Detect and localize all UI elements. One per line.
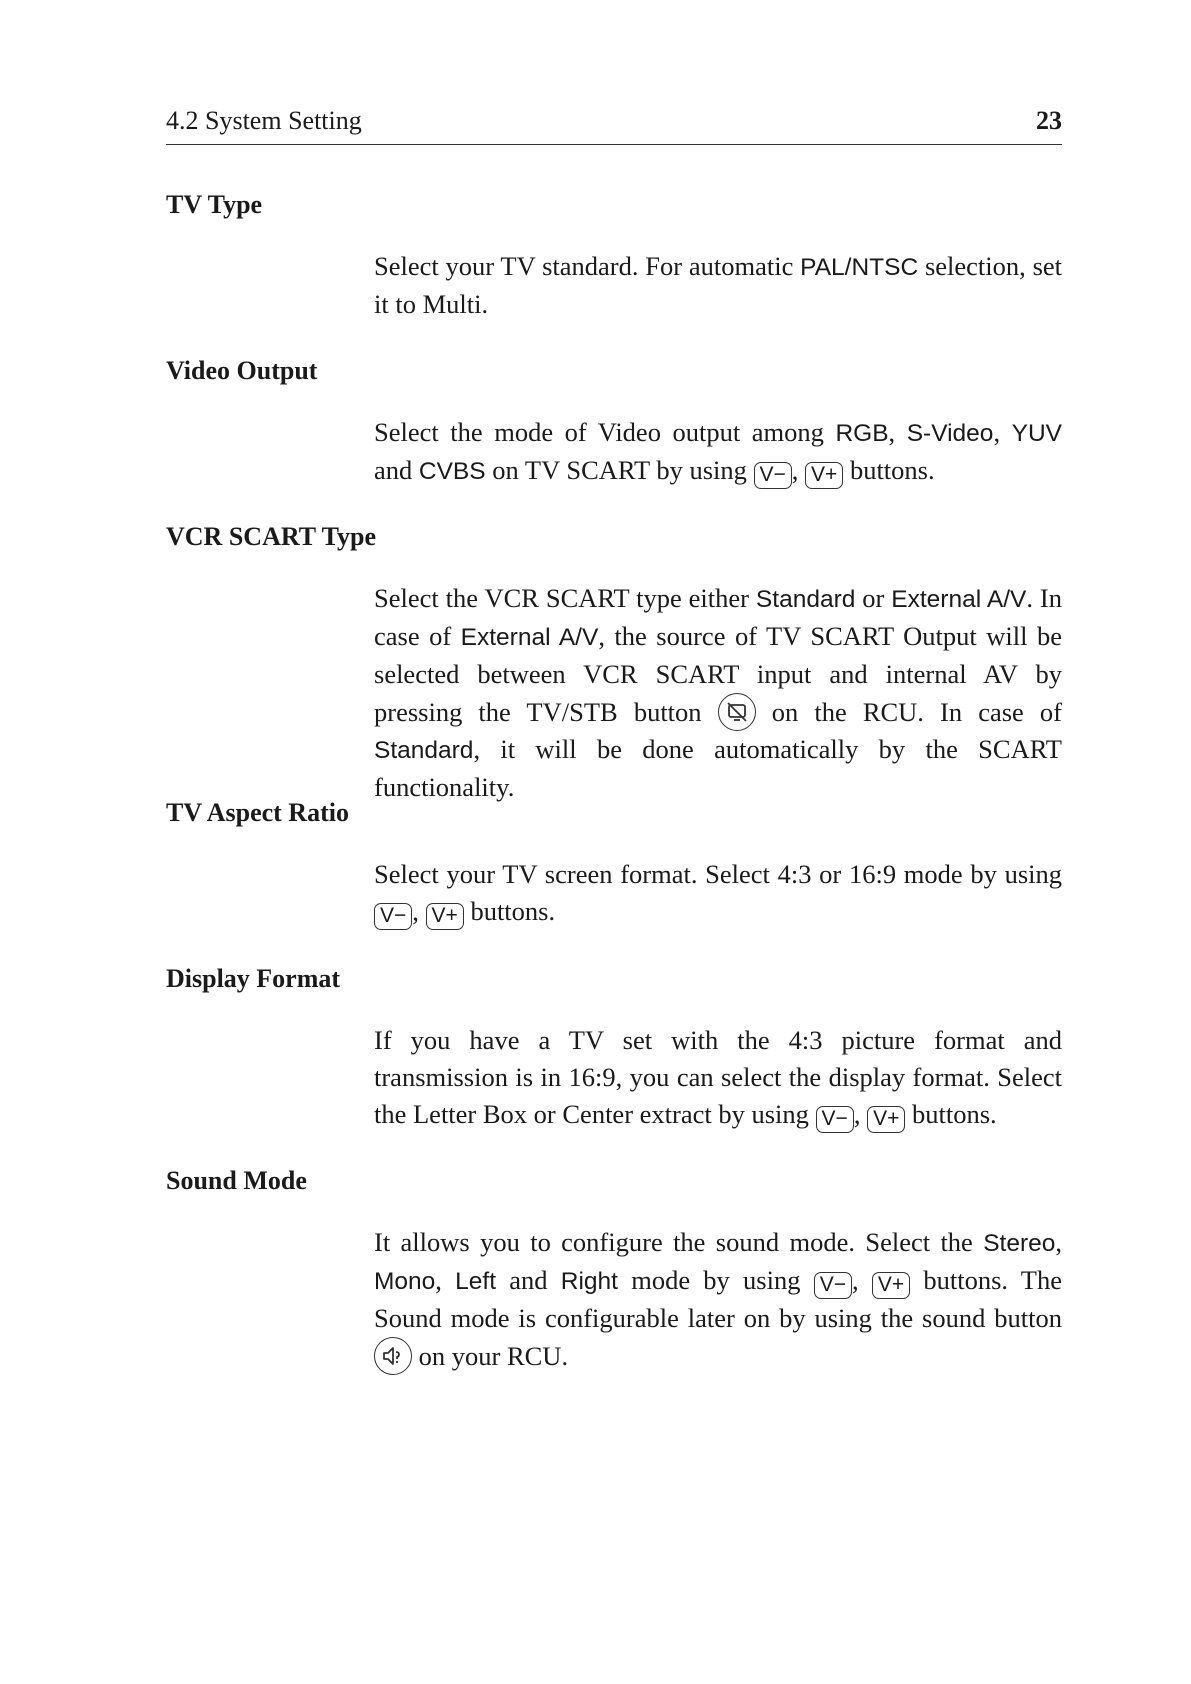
- v-plus-key: V+: [867, 1106, 905, 1133]
- section-tv-type: [166, 188, 1063, 319]
- text: ,: [1055, 1227, 1062, 1257]
- option-label: External A/V: [891, 586, 1027, 613]
- v-minus-key: V−: [814, 1272, 852, 1299]
- text: It allows you to configure the sound mode. Select the: [374, 1227, 984, 1257]
- section-vcr-scart-type: [166, 520, 1063, 802]
- v-plus-key: V+: [805, 462, 843, 489]
- text: buttons.: [905, 1099, 997, 1129]
- text: selection, set it to Multi.: [374, 251, 1063, 319]
- text: ,: [791, 455, 806, 485]
- text: ,: [852, 1265, 872, 1295]
- text: ,: [412, 896, 426, 926]
- text: and: [374, 455, 419, 485]
- option-label: Mono: [374, 1268, 436, 1295]
- text: Select your TV screen format. Select 4:3 or 16:9 mode by using: [374, 859, 1062, 889]
- section-heading: Display Format: [166, 964, 341, 993]
- text: on TV SCART by using: [485, 455, 754, 485]
- section-heading: TV Type: [166, 190, 263, 219]
- v-minus-key: V−: [816, 1106, 854, 1133]
- option-label: CVBS: [418, 458, 486, 485]
- text: on the RCU. In case of: [755, 697, 1062, 727]
- option-label: Standard: [374, 737, 474, 764]
- text: ,: [435, 1265, 456, 1295]
- text: on your RCU.: [412, 1341, 569, 1371]
- text: , it will be done automatically by the SCART functionality.: [374, 734, 1062, 802]
- section-display-format: [166, 962, 1062, 1130]
- text: buttons.: [843, 455, 935, 485]
- text: Select the VCR SCART type either: [374, 583, 756, 613]
- section-sound-mode: [166, 1164, 1062, 1371]
- option-label: Standard: [755, 586, 856, 613]
- option-label: External A/V: [460, 624, 599, 651]
- sound-button-icon: [374, 1337, 412, 1375]
- text: Select the mode of Video output among: [374, 417, 836, 447]
- option-label: Stereo: [983, 1230, 1056, 1257]
- section-heading: VCR SCART Type: [166, 522, 377, 551]
- page-number: 23: [1036, 106, 1062, 135]
- text: ,: [853, 1099, 868, 1129]
- tv-stb-button-icon: [718, 693, 756, 731]
- page-header: [166, 104, 1062, 145]
- option-label: YUV: [1011, 420, 1062, 447]
- text: ,: [993, 417, 1012, 447]
- section-description: [374, 856, 1062, 930]
- text: , the source of TV SCART Output will be selected between VCR SCART input and internal AV by pressing the TV/STB button: [374, 621, 1062, 727]
- text: ,: [888, 417, 907, 447]
- v-plus-key: V+: [872, 1272, 910, 1299]
- section-description: [374, 248, 1062, 323]
- section-description: [374, 580, 1062, 806]
- v-minus-key: V−: [754, 462, 792, 489]
- option-label: PAL/NTSC: [800, 254, 919, 281]
- option-label: RGB: [835, 420, 889, 447]
- option-label: Right: [560, 1268, 618, 1295]
- text: or: [855, 583, 892, 613]
- v-plus-key: V+: [426, 903, 464, 930]
- text: mode by using: [617, 1265, 814, 1295]
- text: If you have a TV set with the 4:3 picture format and transmission is in 16:9, you can select the display format. Select the Letter Box or Center extract by using: [374, 1025, 1062, 1129]
- text: Select your TV standard. For automatic: [374, 251, 801, 281]
- text: buttons. The Sound mode is configurable later on by using the sound button: [374, 1265, 1062, 1333]
- section-title: 4.2 System Setting: [166, 106, 362, 135]
- v-minus-key: V−: [374, 903, 412, 930]
- option-label: Left: [455, 1268, 497, 1295]
- section-description: [374, 1224, 1062, 1375]
- section-tv-aspect-ratio: [166, 796, 1062, 927]
- section-heading: Video Output: [166, 356, 318, 385]
- section-heading: TV Aspect Ratio: [166, 798, 349, 827]
- section-video-output: [166, 354, 1062, 486]
- text: buttons.: [463, 896, 556, 926]
- section-description: [374, 1022, 1062, 1133]
- text: . In case of: [374, 583, 1063, 651]
- section-heading: Sound Mode: [166, 1166, 307, 1195]
- option-label: S-Video: [906, 420, 994, 447]
- section-description: [374, 414, 1062, 490]
- text: and: [496, 1265, 561, 1295]
